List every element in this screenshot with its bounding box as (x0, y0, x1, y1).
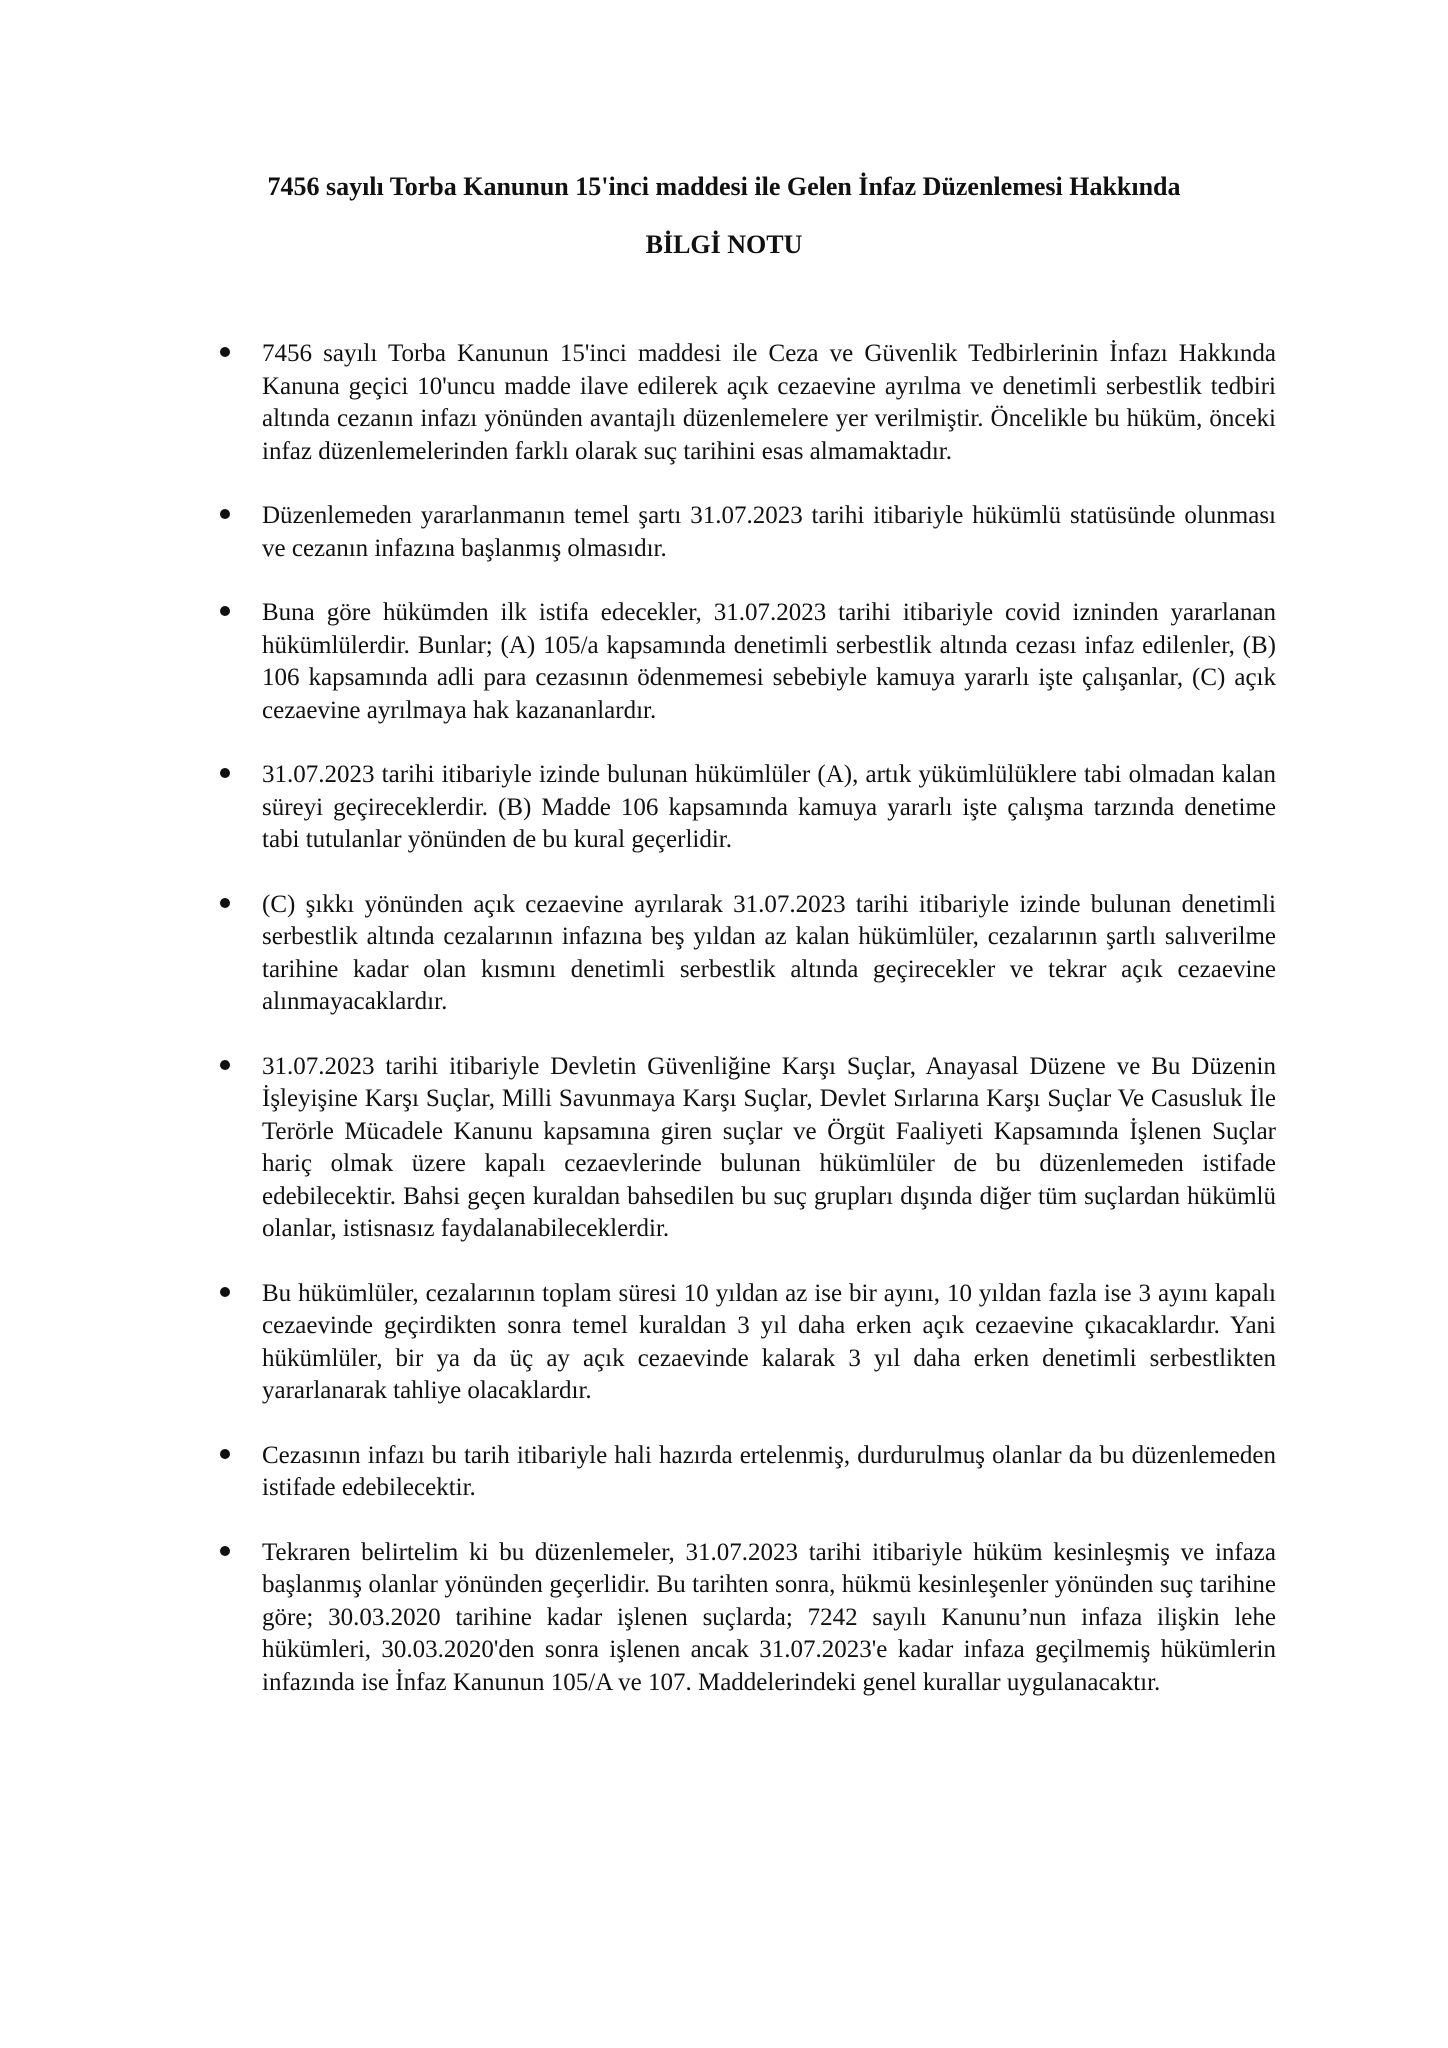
bullet-text: 31.07.2023 tarihi itibariyle Devletin Güvenliğine Karşı Suçlar, Anayasal Düzene ve Bu Düzenin İşleyişine Karşı Suçlar, Milli Savunmaya Karşı Suçlar, Devlet Sırlarına Karşı Suçlar Ve Casusluk İle Terörle Mücadele Kanunu kapsamına giren suçlar ve Örgüt Faaliyeti Kapsamında İşlenen Suçlar hariç olmak üzere kapalı cezaevlerinde bulunan hükümlüler de bu düzenlemeden istifade edebilecektir. Bahsi geçen kuraldan bahsedilen bu suç grupları dışında diğer tüm suçlardan hükümlü olanlar, istisnasız faydalanabileceklerdir. (262, 1052, 1276, 1242)
list-item (216, 1537, 1276, 1700)
list-item (216, 1278, 1276, 1408)
list-item (216, 1051, 1276, 1246)
list-item (216, 597, 1276, 727)
bullet-text: Buna göre hükümden ilk istifa edecekler, 31.07.2023 tarihi itibariyle covid izninden yararlanan hükümlülerdir. Bunlar; (A) 105/a kapsamında denetimli serbestlik altında cezası infaz edilenler, (B) 106 kapsamında adli para cezasının ödenmemesi sebebiyle kamuya yararlı işte çalışanlar, (C) açık cezaevine ayrılmaya hak kazananlardır. (262, 599, 1276, 724)
bullet-icon (220, 1449, 230, 1459)
bullet-text: 7456 sayılı Torba Kanunun 15'inci maddesi ile Ceza ve Güvenlik Tedbirlerinin İnfazı Hakkında Kanuna geçici 10'uncu madde ilave edilerek açık cezaevine ayrılma ve denetimli serbestlik tedbiri altında cezanın infazı yönünden avantajlı düzenlemelere yer verilmiştir. Öncelikle bu hüküm, önceki infaz düzenlemelerinden farklı olarak suç tarihini esas almamaktadır. (262, 340, 1276, 465)
bullet-icon (220, 1060, 230, 1070)
bullet-text: Cezasının infazı bu tarih itibariyle hali hazırda ertelenmiş, durdurulmuş olanlar da bu düzenlemeden istifade edebilecektir. (262, 1441, 1276, 1501)
bullet-icon (220, 606, 230, 616)
list-item (216, 759, 1276, 857)
list-item (216, 1440, 1276, 1505)
bullet-text: 31.07.2023 tarihi itibariyle izinde bulunan hükümlüler (A), artık yükümlülüklere tabi olmadan kalan süreyi geçireceklerdir. (B) Madde 106 kapsamında kamuya yararlı işte çalışma tarzında denetime tabi tutulanlar yönünden de bu kural geçerlidir. (262, 761, 1276, 853)
document-title: 7456 sayılı Torba Kanunun 15'inci maddesi ile Gelen İnfaz Düzenlemesi Hakkında (267, 172, 1181, 201)
bullet-icon (220, 1287, 230, 1297)
bullet-icon (220, 347, 230, 357)
bullet-icon (220, 768, 230, 778)
bullet-icon (220, 1546, 230, 1556)
list-item (216, 338, 1276, 468)
document-subtitle: BİLGİ NOTU (645, 230, 803, 259)
bullet-list (216, 338, 1276, 1731)
bullet-text: Bu hükümlüler, cezalarının toplam süresi 10 yıldan az ise bir ayını, 10 yıldan fazla ise 3 ayını kapalı cezaevinde geçirdikten sonra temel kuraldan 3 yıl daha erken açık cezaevine çıkacaklardır. Yani hükümlüler, bir ya da üç ay açık cezaevinde kalarak 3 yıl daha erken denetimli serbestlikten yararlanarak tahliye olacaklardır. (262, 1279, 1276, 1404)
bullet-text: Tekraren belirtelim ki bu düzenlemeler, 31.07.2023 tarihi itibariyle hüküm kesinleşmiş ve infaza başlanmış olanlar yönünden geçerlidir. Bu tarihten sonra, hükmü kesinleşenler yönünden suç tarihine göre; 30.03.2020 tarihine kadar işlenen suçlarda; 7242 sayılı Kanunu’nun infaza ilişkin lehe hükümleri, 30.03.2020'den sonra işlenen ancak 31.07.2023'e kadar infaza geçilmemiş hükümlerin infazında ise İnfaz Kanunun 105/A ve 107. Maddelerindeki genel kurallar uygulanacaktır. (262, 1538, 1276, 1696)
list-item (216, 889, 1276, 1019)
bullet-text: Düzenlemeden yararlanmanın temel şartı 31.07.2023 tarihi itibariyle hükümlü statüsünde olunması ve cezanın infazına başlanmış olmasıdır. (262, 502, 1276, 562)
bullet-icon (220, 509, 230, 519)
list-item (216, 500, 1276, 565)
bullet-text: (C) şıkkı yönünden açık cezaevine ayrılarak 31.07.2023 tarihi itibariyle izinde bulunan denetimli serbestlik altında cezalarının infazına beş yıldan az kalan hükümlüler, cezalarının şartlı salıverilme tarihine kadar olan kısmını denetimli serbestlik altında geçirecekler ve tekrar açık cezaevine alınmayacaklardır. (262, 890, 1276, 1015)
bullet-icon (220, 898, 230, 908)
